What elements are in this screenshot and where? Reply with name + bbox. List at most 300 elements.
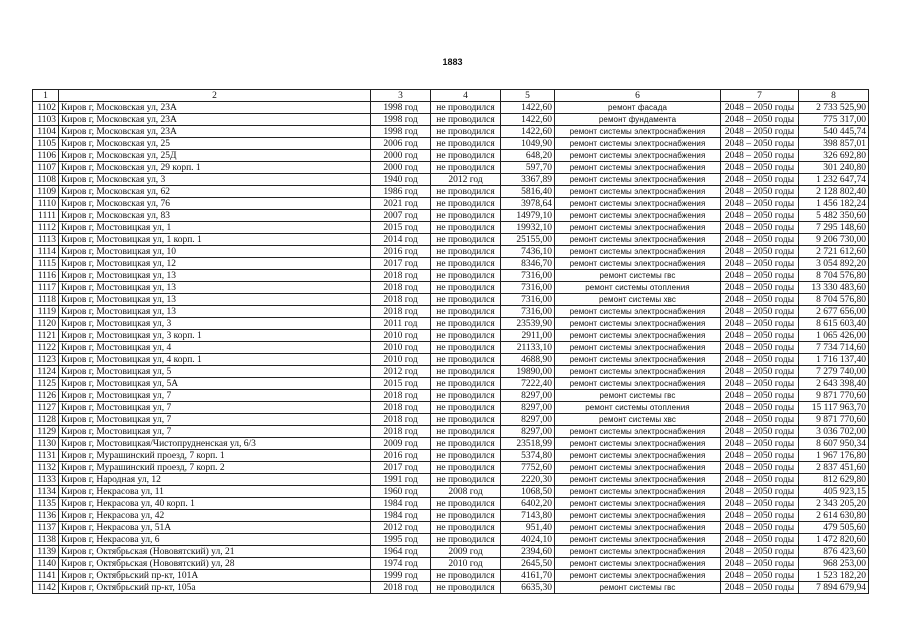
area-cell: 4024,10 bbox=[501, 534, 555, 546]
table-row bbox=[33, 486, 869, 498]
last-repair-cell: не проводился bbox=[431, 114, 501, 126]
work-type-cell: ремонт системы электроснабжения bbox=[555, 138, 721, 150]
work-type-cell: ремонт системы хвс bbox=[555, 414, 721, 426]
table-row bbox=[33, 174, 869, 186]
table-row bbox=[33, 126, 869, 138]
cost-cell: 2 643 398,40 bbox=[799, 378, 869, 390]
address-cell: Киров г, Некрасова ул, 11 bbox=[59, 486, 371, 498]
last-repair-cell: не проводился bbox=[431, 462, 501, 474]
cost-cell: 3 054 892,20 bbox=[799, 258, 869, 270]
last-repair-cell: не проводился bbox=[431, 258, 501, 270]
last-repair-cell: не проводился bbox=[431, 306, 501, 318]
area-cell: 7752,60 bbox=[501, 462, 555, 474]
last-repair-cell: не проводился bbox=[431, 450, 501, 462]
cost-cell: 2 733 525,90 bbox=[799, 102, 869, 114]
build-year-cell: 2000 год bbox=[371, 150, 431, 162]
work-type-cell: ремонт системы электроснабжения bbox=[555, 222, 721, 234]
table-row bbox=[33, 138, 869, 150]
period-cell: 2048 – 2050 годы bbox=[721, 450, 799, 462]
build-year-cell: 2014 год bbox=[371, 234, 431, 246]
period-cell: 2048 – 2050 годы bbox=[721, 474, 799, 486]
build-year-cell: 2000 год bbox=[371, 162, 431, 174]
build-year-cell: 2018 год bbox=[371, 414, 431, 426]
column-header: 6 bbox=[555, 90, 721, 102]
period-cell: 2048 – 2050 годы bbox=[721, 306, 799, 318]
work-type-cell: ремонт системы электроснабжения bbox=[555, 258, 721, 270]
period-cell: 2048 – 2050 годы bbox=[721, 270, 799, 282]
row-number: 1141 bbox=[33, 570, 59, 582]
last-repair-cell: не проводился bbox=[431, 162, 501, 174]
last-repair-cell: не проводился bbox=[431, 522, 501, 534]
row-number: 1121 bbox=[33, 330, 59, 342]
address-cell: Киров г, Мостовицкая/Чистопрудненская ул, 6/3 bbox=[59, 438, 371, 450]
last-repair-cell: не проводился bbox=[431, 366, 501, 378]
last-repair-cell: не проводился bbox=[431, 198, 501, 210]
area-cell: 2394,60 bbox=[501, 546, 555, 558]
last-repair-cell: не проводился bbox=[431, 186, 501, 198]
table-row bbox=[33, 198, 869, 210]
area-cell: 1068,50 bbox=[501, 486, 555, 498]
address-cell: Киров г, Мостовицкая ул, 7 bbox=[59, 426, 371, 438]
table-row bbox=[33, 282, 869, 294]
work-type-cell: ремонт системы электроснабжения bbox=[555, 210, 721, 222]
work-type-cell: ремонт системы электроснабжения bbox=[555, 474, 721, 486]
work-type-cell: ремонт системы электроснабжения bbox=[555, 330, 721, 342]
period-cell: 2048 – 2050 годы bbox=[721, 102, 799, 114]
cost-cell: 9 871 770,60 bbox=[799, 414, 869, 426]
cost-cell: 13 330 483,60 bbox=[799, 282, 869, 294]
row-number: 1123 bbox=[33, 354, 59, 366]
cost-cell: 540 445,74 bbox=[799, 126, 869, 138]
build-year-cell: 1984 год bbox=[371, 498, 431, 510]
work-type-cell: ремонт системы электроснабжения bbox=[555, 426, 721, 438]
work-type-cell: ремонт системы электроснабжения bbox=[555, 498, 721, 510]
area-cell: 8297,00 bbox=[501, 426, 555, 438]
work-type-cell: ремонт фундамента bbox=[555, 114, 721, 126]
period-cell: 2048 – 2050 годы bbox=[721, 558, 799, 570]
build-year-cell: 1995 год bbox=[371, 534, 431, 546]
cost-cell: 775 317,00 bbox=[799, 114, 869, 126]
address-cell: Киров г, Мостовицкая ул, 1 bbox=[59, 222, 371, 234]
build-year-cell: 2007 год bbox=[371, 210, 431, 222]
last-repair-cell: не проводился bbox=[431, 330, 501, 342]
cost-cell: 3 036 702,00 bbox=[799, 426, 869, 438]
last-repair-cell: 2010 год bbox=[431, 558, 501, 570]
area-cell: 21133,10 bbox=[501, 342, 555, 354]
last-repair-cell: не проводился bbox=[431, 282, 501, 294]
page-number: 1883 bbox=[442, 57, 463, 67]
row-number: 1132 bbox=[33, 462, 59, 474]
area-cell: 4688,90 bbox=[501, 354, 555, 366]
row-number: 1135 bbox=[33, 498, 59, 510]
work-type-cell: ремонт системы электроснабжения bbox=[555, 450, 721, 462]
row-number: 1133 bbox=[33, 474, 59, 486]
address-cell: Киров г, Мостовицкая ул, 4 корп. 1 bbox=[59, 354, 371, 366]
table-row bbox=[33, 414, 869, 426]
row-number: 1140 bbox=[33, 558, 59, 570]
column-header: 2 bbox=[59, 90, 371, 102]
cost-cell: 5 482 350,60 bbox=[799, 210, 869, 222]
address-cell: Киров г, Московская ул, 25Д bbox=[59, 150, 371, 162]
area-cell: 648,20 bbox=[501, 150, 555, 162]
work-type-cell: ремонт системы отопления bbox=[555, 402, 721, 414]
period-cell: 2048 – 2050 годы bbox=[721, 342, 799, 354]
area-cell: 4161,70 bbox=[501, 570, 555, 582]
work-type-cell: ремонт системы электроснабжения bbox=[555, 162, 721, 174]
cost-cell: 812 629,80 bbox=[799, 474, 869, 486]
address-cell: Киров г, Московская ул, 76 bbox=[59, 198, 371, 210]
table-row bbox=[33, 378, 869, 390]
address-cell: Киров г, Некрасова ул, 40 корп. 1 bbox=[59, 498, 371, 510]
address-cell: Киров г, Московская ул, 62 bbox=[59, 186, 371, 198]
cost-cell: 1 065 426,00 bbox=[799, 330, 869, 342]
row-number: 1125 bbox=[33, 378, 59, 390]
last-repair-cell: не проводился bbox=[431, 138, 501, 150]
address-cell: Киров г, Мостовицкая ул, 7 bbox=[59, 390, 371, 402]
work-type-cell: ремонт системы хвс bbox=[555, 294, 721, 306]
address-cell: Киров г, Мостовицкая ул, 5 bbox=[59, 366, 371, 378]
row-number: 1111 bbox=[33, 210, 59, 222]
address-cell: Киров г, Московская ул, 23А bbox=[59, 126, 371, 138]
area-cell: 5816,40 bbox=[501, 186, 555, 198]
build-year-cell: 2012 год bbox=[371, 366, 431, 378]
row-number: 1105 bbox=[33, 138, 59, 150]
period-cell: 2048 – 2050 годы bbox=[721, 318, 799, 330]
build-year-cell: 2018 год bbox=[371, 270, 431, 282]
area-cell: 1422,60 bbox=[501, 114, 555, 126]
row-number: 1137 bbox=[33, 522, 59, 534]
period-cell: 2048 – 2050 годы bbox=[721, 534, 799, 546]
build-year-cell: 2018 год bbox=[371, 426, 431, 438]
row-number: 1118 bbox=[33, 294, 59, 306]
period-cell: 2048 – 2050 годы bbox=[721, 582, 799, 594]
build-year-cell: 2018 год bbox=[371, 294, 431, 306]
build-year-cell: 2009 год bbox=[371, 438, 431, 450]
table-row bbox=[33, 438, 869, 450]
row-number: 1113 bbox=[33, 234, 59, 246]
build-year-cell: 2018 год bbox=[371, 282, 431, 294]
column-header: 7 bbox=[721, 90, 799, 102]
build-year-cell: 1940 год bbox=[371, 174, 431, 186]
cost-cell: 326 692,80 bbox=[799, 150, 869, 162]
row-number: 1107 bbox=[33, 162, 59, 174]
cost-cell: 7 734 714,60 bbox=[799, 342, 869, 354]
area-cell: 597,70 bbox=[501, 162, 555, 174]
address-cell: Киров г, Московская ул, 25 bbox=[59, 138, 371, 150]
address-cell: Киров г, Мостовицкая ул, 10 bbox=[59, 246, 371, 258]
build-year-cell: 1998 год bbox=[371, 126, 431, 138]
address-cell: Киров г, Мостовицкая ул, 3 bbox=[59, 318, 371, 330]
address-cell: Киров г, Некрасова ул, 51А bbox=[59, 522, 371, 534]
build-year-cell: 2010 год bbox=[371, 354, 431, 366]
area-cell: 1049,90 bbox=[501, 138, 555, 150]
row-number: 1110 bbox=[33, 198, 59, 210]
build-year-cell: 2018 год bbox=[371, 306, 431, 318]
last-repair-cell: не проводился bbox=[431, 426, 501, 438]
cost-cell: 1 716 137,40 bbox=[799, 354, 869, 366]
last-repair-cell: не проводился bbox=[431, 318, 501, 330]
period-cell: 2048 – 2050 годы bbox=[721, 510, 799, 522]
table-body bbox=[33, 102, 869, 594]
build-year-cell: 2006 год bbox=[371, 138, 431, 150]
row-number: 1122 bbox=[33, 342, 59, 354]
area-cell: 7316,00 bbox=[501, 270, 555, 282]
work-type-cell: ремонт системы гвс bbox=[555, 270, 721, 282]
work-type-cell: ремонт системы электроснабжения bbox=[555, 438, 721, 450]
register-table bbox=[32, 89, 869, 594]
last-repair-cell: не проводился bbox=[431, 414, 501, 426]
area-cell: 951,40 bbox=[501, 522, 555, 534]
table-row bbox=[33, 522, 869, 534]
address-cell: Киров г, Октябрьский пр-кт, 105а bbox=[59, 582, 371, 594]
last-repair-cell: не проводился bbox=[431, 354, 501, 366]
row-number: 1104 bbox=[33, 126, 59, 138]
address-cell: Киров г, Мостовицкая ул, 4 bbox=[59, 342, 371, 354]
work-type-cell: ремонт системы отопления bbox=[555, 282, 721, 294]
table-row bbox=[33, 450, 869, 462]
work-type-cell: ремонт системы электроснабжения bbox=[555, 186, 721, 198]
area-cell: 6402,20 bbox=[501, 498, 555, 510]
period-cell: 2048 – 2050 годы bbox=[721, 282, 799, 294]
period-cell: 2048 – 2050 годы bbox=[721, 162, 799, 174]
work-type-cell: ремонт системы электроснабжения bbox=[555, 522, 721, 534]
table-row bbox=[33, 162, 869, 174]
address-cell: Киров г, Мостовицкая ул, 13 bbox=[59, 282, 371, 294]
area-cell: 23539,90 bbox=[501, 318, 555, 330]
row-number: 1139 bbox=[33, 546, 59, 558]
table-row bbox=[33, 510, 869, 522]
cost-cell: 1 472 820,60 bbox=[799, 534, 869, 546]
work-type-cell: ремонт системы гвс bbox=[555, 582, 721, 594]
work-type-cell: ремонт системы электроснабжения bbox=[555, 342, 721, 354]
build-year-cell: 1986 год bbox=[371, 186, 431, 198]
period-cell: 2048 – 2050 годы bbox=[721, 498, 799, 510]
build-year-cell: 2017 год bbox=[371, 462, 431, 474]
cost-cell: 8 607 950,34 bbox=[799, 438, 869, 450]
table-row bbox=[33, 474, 869, 486]
build-year-cell: 2017 год bbox=[371, 258, 431, 270]
row-number: 1127 bbox=[33, 402, 59, 414]
build-year-cell: 2011 год bbox=[371, 318, 431, 330]
table-row bbox=[33, 582, 869, 594]
build-year-cell: 1974 год bbox=[371, 558, 431, 570]
work-type-cell: ремонт системы электроснабжения bbox=[555, 546, 721, 558]
last-repair-cell: не проводился bbox=[431, 582, 501, 594]
cost-cell: 2 343 205,20 bbox=[799, 498, 869, 510]
build-year-cell: 2010 год bbox=[371, 330, 431, 342]
table-row bbox=[33, 354, 869, 366]
row-number: 1116 bbox=[33, 270, 59, 282]
cost-cell: 398 857,01 bbox=[799, 138, 869, 150]
period-cell: 2048 – 2050 годы bbox=[721, 570, 799, 582]
last-repair-cell: не проводился bbox=[431, 102, 501, 114]
last-repair-cell: не проводился bbox=[431, 474, 501, 486]
work-type-cell: ремонт системы электроснабжения bbox=[555, 558, 721, 570]
period-cell: 2048 – 2050 годы bbox=[721, 258, 799, 270]
last-repair-cell: 2009 год bbox=[431, 546, 501, 558]
table-row bbox=[33, 246, 869, 258]
period-cell: 2048 – 2050 годы bbox=[721, 378, 799, 390]
address-cell: Киров г, Московская ул, 23А bbox=[59, 114, 371, 126]
cost-cell: 479 505,60 bbox=[799, 522, 869, 534]
last-repair-cell: не проводился bbox=[431, 150, 501, 162]
table-row bbox=[33, 150, 869, 162]
last-repair-cell: не проводился bbox=[431, 534, 501, 546]
last-repair-cell: не проводился bbox=[431, 342, 501, 354]
period-cell: 2048 – 2050 годы bbox=[721, 186, 799, 198]
table-row bbox=[33, 426, 869, 438]
last-repair-cell: 2008 год bbox=[431, 486, 501, 498]
row-number: 1138 bbox=[33, 534, 59, 546]
address-cell: Киров г, Мостовицкая ул, 13 bbox=[59, 306, 371, 318]
address-cell: Киров г, Мостовицкая ул, 5А bbox=[59, 378, 371, 390]
column-header: 4 bbox=[431, 90, 501, 102]
row-number: 1106 bbox=[33, 150, 59, 162]
address-cell: Киров г, Мостовицкая ул, 1 корп. 1 bbox=[59, 234, 371, 246]
table-row bbox=[33, 366, 869, 378]
cost-cell: 405 923,15 bbox=[799, 486, 869, 498]
last-repair-cell: не проводился bbox=[431, 222, 501, 234]
address-cell: Киров г, Московская ул, 83 bbox=[59, 210, 371, 222]
period-cell: 2048 – 2050 годы bbox=[721, 138, 799, 150]
work-type-cell: ремонт системы электроснабжения bbox=[555, 126, 721, 138]
work-type-cell: ремонт системы электроснабжения bbox=[555, 246, 721, 258]
address-cell: Киров г, Мостовицкая ул, 3 корп. 1 bbox=[59, 330, 371, 342]
build-year-cell: 2018 год bbox=[371, 402, 431, 414]
period-cell: 2048 – 2050 годы bbox=[721, 390, 799, 402]
address-cell: Киров г, Московская ул, 3 bbox=[59, 174, 371, 186]
period-cell: 2048 – 2050 годы bbox=[721, 522, 799, 534]
period-cell: 2048 – 2050 годы bbox=[721, 198, 799, 210]
row-number: 1119 bbox=[33, 306, 59, 318]
area-cell: 7316,00 bbox=[501, 294, 555, 306]
last-repair-cell: не проводился bbox=[431, 210, 501, 222]
cost-cell: 8 615 603,40 bbox=[799, 318, 869, 330]
address-cell: Киров г, Октябрьский пр-кт, 101А bbox=[59, 570, 371, 582]
build-year-cell: 2015 год bbox=[371, 378, 431, 390]
last-repair-cell: не проводился bbox=[431, 294, 501, 306]
area-cell: 19890,00 bbox=[501, 366, 555, 378]
table-row bbox=[33, 270, 869, 282]
row-number: 1124 bbox=[33, 366, 59, 378]
address-cell: Киров г, Мурашинский проезд, 7 корп. 2 bbox=[59, 462, 371, 474]
last-repair-cell: не проводился bbox=[431, 570, 501, 582]
cost-cell: 301 240,80 bbox=[799, 162, 869, 174]
work-type-cell: ремонт системы гвс bbox=[555, 390, 721, 402]
cost-cell: 9 871 770,60 bbox=[799, 390, 869, 402]
cost-cell: 7 295 148,60 bbox=[799, 222, 869, 234]
table-row bbox=[33, 546, 869, 558]
column-header: 3 bbox=[371, 90, 431, 102]
area-cell: 7143,80 bbox=[501, 510, 555, 522]
table-row bbox=[33, 462, 869, 474]
table-row bbox=[33, 498, 869, 510]
period-cell: 2048 – 2050 годы bbox=[721, 402, 799, 414]
area-cell: 8297,00 bbox=[501, 390, 555, 402]
build-year-cell: 1998 год bbox=[371, 114, 431, 126]
table-row bbox=[33, 318, 869, 330]
address-cell: Киров г, Московская ул, 29 корп. 1 bbox=[59, 162, 371, 174]
period-cell: 2048 – 2050 годы bbox=[721, 414, 799, 426]
address-cell: Киров г, Мурашинский проезд, 7 корп. 1 bbox=[59, 450, 371, 462]
cost-cell: 1 456 182,24 bbox=[799, 198, 869, 210]
period-cell: 2048 – 2050 годы bbox=[721, 354, 799, 366]
area-cell: 8297,00 bbox=[501, 402, 555, 414]
last-repair-cell: 2012 год bbox=[431, 174, 501, 186]
area-cell: 19932,10 bbox=[501, 222, 555, 234]
build-year-cell: 1960 год bbox=[371, 486, 431, 498]
work-type-cell: ремонт системы электроснабжения bbox=[555, 534, 721, 546]
row-number: 1131 bbox=[33, 450, 59, 462]
area-cell: 7436,10 bbox=[501, 246, 555, 258]
address-cell: Киров г, Мостовицкая ул, 13 bbox=[59, 270, 371, 282]
cost-cell: 1 523 182,20 bbox=[799, 570, 869, 582]
row-number: 1129 bbox=[33, 426, 59, 438]
work-type-cell: ремонт системы электроснабжения bbox=[555, 462, 721, 474]
build-year-cell: 1999 год bbox=[371, 570, 431, 582]
row-number: 1112 bbox=[33, 222, 59, 234]
header-row bbox=[33, 90, 869, 102]
row-number: 1134 bbox=[33, 486, 59, 498]
area-cell: 7222,40 bbox=[501, 378, 555, 390]
build-year-cell: 1998 год bbox=[371, 102, 431, 114]
last-repair-cell: не проводился bbox=[431, 510, 501, 522]
column-header: 5 bbox=[501, 90, 555, 102]
last-repair-cell: не проводился bbox=[431, 246, 501, 258]
period-cell: 2048 – 2050 годы bbox=[721, 366, 799, 378]
period-cell: 2048 – 2050 годы bbox=[721, 438, 799, 450]
area-cell: 23518,99 bbox=[501, 438, 555, 450]
work-type-cell: ремонт системы электроснабжения bbox=[555, 570, 721, 582]
table-row bbox=[33, 210, 869, 222]
table-row bbox=[33, 222, 869, 234]
last-repair-cell: не проводился bbox=[431, 270, 501, 282]
period-cell: 2048 – 2050 годы bbox=[721, 486, 799, 498]
work-type-cell: ремонт системы электроснабжения bbox=[555, 366, 721, 378]
address-cell: Киров г, Некрасова ул, 42 bbox=[59, 510, 371, 522]
address-cell: Киров г, Мостовицкая ул, 7 bbox=[59, 402, 371, 414]
address-cell: Киров г, Московская ул, 23А bbox=[59, 102, 371, 114]
area-cell: 7316,00 bbox=[501, 282, 555, 294]
address-cell: Киров г, Мостовицкая ул, 12 bbox=[59, 258, 371, 270]
address-cell: Киров г, Мостовицкая ул, 7 bbox=[59, 414, 371, 426]
row-number: 1102 bbox=[33, 102, 59, 114]
build-year-cell: 2010 год bbox=[371, 342, 431, 354]
period-cell: 2048 – 2050 годы bbox=[721, 294, 799, 306]
build-year-cell: 2021 год bbox=[371, 198, 431, 210]
table-row bbox=[33, 558, 869, 570]
address-cell: Киров г, Некрасова ул, 6 bbox=[59, 534, 371, 546]
area-cell: 8346,70 bbox=[501, 258, 555, 270]
address-cell: Киров г, Мостовицкая ул, 13 bbox=[59, 294, 371, 306]
period-cell: 2048 – 2050 годы bbox=[721, 546, 799, 558]
last-repair-cell: не проводился bbox=[431, 438, 501, 450]
work-type-cell: ремонт системы электроснабжения bbox=[555, 174, 721, 186]
work-type-cell: ремонт фасада bbox=[555, 102, 721, 114]
last-repair-cell: не проводился bbox=[431, 390, 501, 402]
period-cell: 2048 – 2050 годы bbox=[721, 234, 799, 246]
area-cell: 8297,00 bbox=[501, 414, 555, 426]
row-number: 1108 bbox=[33, 174, 59, 186]
area-cell: 3367,89 bbox=[501, 174, 555, 186]
cost-cell: 2 677 656,00 bbox=[799, 306, 869, 318]
cost-cell: 2 721 612,60 bbox=[799, 246, 869, 258]
column-header: 1 bbox=[33, 90, 59, 102]
address-cell: Киров г, Народная ул, 12 bbox=[59, 474, 371, 486]
area-cell: 1422,60 bbox=[501, 102, 555, 114]
area-cell: 2645,50 bbox=[501, 558, 555, 570]
work-type-cell: ремонт системы электроснабжения bbox=[555, 306, 721, 318]
